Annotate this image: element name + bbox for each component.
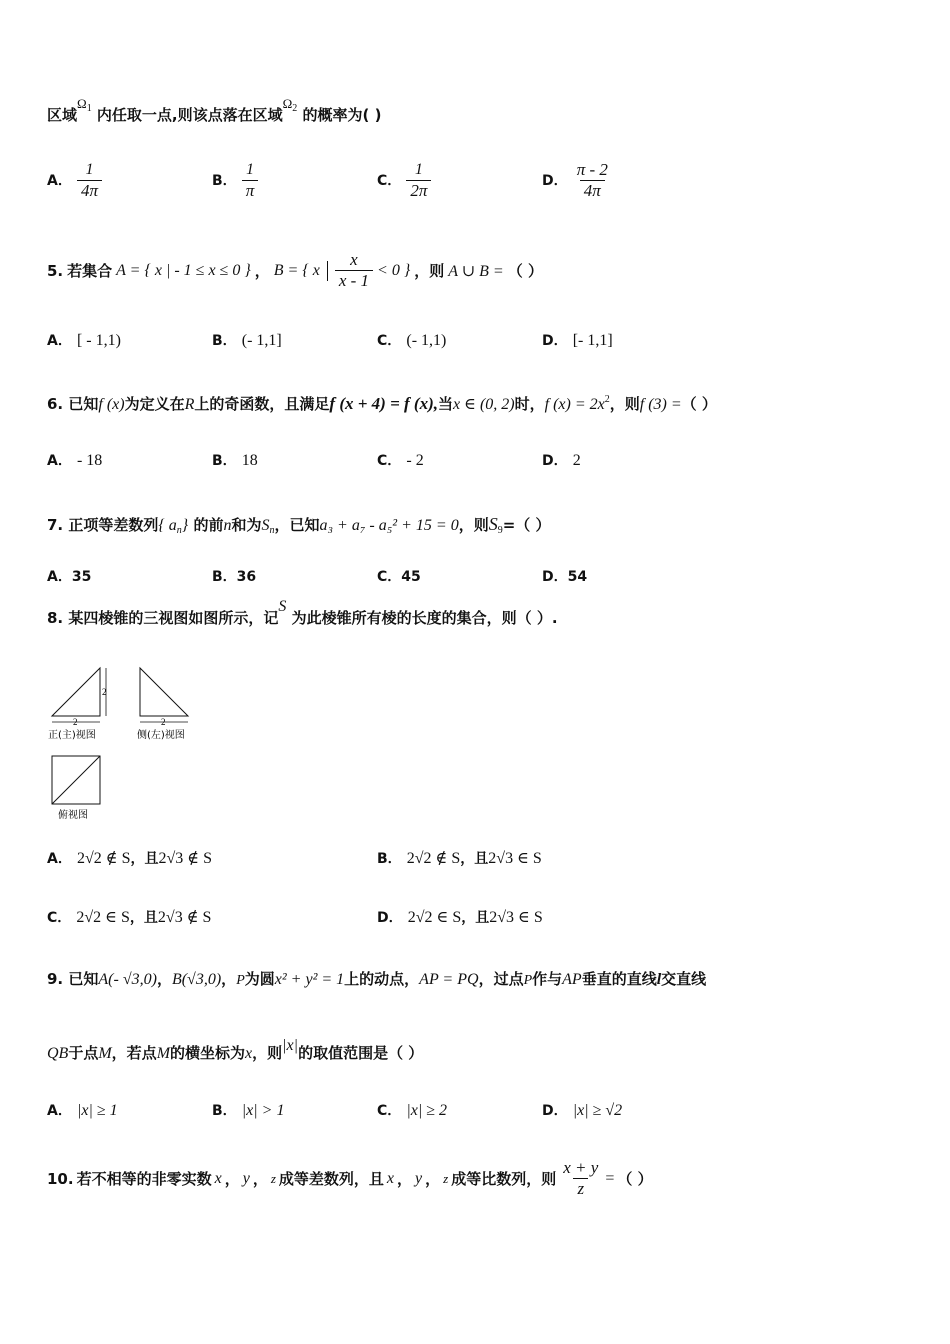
circle-eq: x² + y² = 1 <box>274 971 345 988</box>
option-value: 54 <box>567 569 588 585</box>
q5-option-c[interactable] <box>377 330 446 350</box>
q9-option-a[interactable] <box>47 1100 118 1120</box>
q4-stem-a: 区域 <box>47 106 78 124</box>
option-and: ，且 <box>461 910 490 926</box>
q4-stem <box>47 96 382 126</box>
q7-stem-a: 正项等差数列 <box>68 516 159 534</box>
union-expr: A ∪ B = <box>448 262 504 280</box>
sequence-sub: n <box>176 525 182 536</box>
fraction <box>77 160 102 201</box>
denominator: x - 1 <box>335 270 373 291</box>
q5-comma: ， <box>254 262 270 280</box>
point-p: P <box>236 973 245 988</box>
option-value: |x| > 1 <box>241 1102 285 1119</box>
q9-stem-f: 垂直的直线 <box>581 970 657 988</box>
fraction <box>406 160 431 201</box>
q5-stem <box>47 250 543 291</box>
q6-option-c[interactable] <box>377 450 424 470</box>
point-m2: M <box>156 1045 171 1062</box>
option-part1: 2√2 ∈ S <box>407 909 462 926</box>
q4-option-b[interactable] <box>212 160 258 201</box>
omega2-sub: 2 <box>292 103 298 114</box>
dim-front-w: 2 <box>73 717 78 727</box>
point-m: M <box>98 1045 112 1062</box>
option-label: B． <box>212 333 237 349</box>
q5-stem-a: 若集合 <box>67 262 113 280</box>
option-label: A． <box>47 453 72 469</box>
function-expr: f (x) = 2x <box>544 396 605 413</box>
q5-stem-b: ，则 <box>414 262 445 280</box>
option-value: 2 <box>572 452 581 469</box>
sequence-close: } <box>181 517 189 534</box>
denominator: π <box>242 180 259 201</box>
option-label: B． <box>377 851 402 867</box>
s9: S <box>488 514 498 534</box>
omega1-sub: 1 <box>86 103 92 114</box>
line-qb: QB <box>47 1045 69 1062</box>
option-value: 45 <box>401 569 421 585</box>
q5-option-d[interactable] <box>542 330 613 350</box>
option-part2: 2√3 ∈ S <box>488 850 542 867</box>
option-value: (- 1,1] <box>241 332 282 349</box>
line-l: l <box>656 971 662 988</box>
q9-stem-d: ，过点 <box>478 970 524 988</box>
option-label: C． <box>377 1103 402 1119</box>
q7-option-a[interactable] <box>47 566 91 586</box>
q9-stem-j: 的横坐标为 <box>170 1044 246 1062</box>
option-and: ，且 <box>460 851 489 867</box>
q6-option-b[interactable] <box>212 450 258 470</box>
option-label: C． <box>377 333 402 349</box>
q4-option-a[interactable] <box>47 160 102 201</box>
periodic-condition: f (x + 4) = f (x), <box>329 394 438 413</box>
option-label: D． <box>542 1103 568 1119</box>
comma: ， <box>425 1170 441 1188</box>
omega2: Ω <box>282 96 293 111</box>
option-label: D． <box>542 333 568 349</box>
option-label: D． <box>377 910 403 926</box>
var-y: y <box>415 1169 423 1187</box>
var-z: z <box>270 1170 276 1186</box>
q8-option-d[interactable] <box>377 907 543 927</box>
q6-stem-e: 时， <box>514 395 545 413</box>
q9-stem-c: 上的动点， <box>344 970 420 988</box>
option-value: 35 <box>71 569 92 585</box>
comma: ， <box>397 1170 413 1188</box>
dim-front-h: 2 <box>102 687 107 697</box>
real-set: R <box>184 396 195 413</box>
denominator: 2π <box>406 180 431 201</box>
q9-comma: ， <box>156 970 172 988</box>
option-label: A． <box>47 173 72 189</box>
set-s: S <box>278 598 287 615</box>
comma: ， <box>224 1170 240 1188</box>
point-p2: P <box>523 973 533 988</box>
q7-stem-c: 和为 <box>231 516 262 534</box>
option-value: |x| ≥ 1 <box>76 1102 118 1119</box>
top-view-diagonal <box>52 756 100 804</box>
top-view-label: 俯视图 <box>58 810 88 821</box>
front-view-triangle <box>52 668 100 716</box>
option-label: B． <box>212 173 237 189</box>
answer-paren: （ ） <box>617 1170 653 1188</box>
q7-option-d[interactable] <box>542 566 587 586</box>
omega1: Ω <box>77 96 87 111</box>
q10-stem <box>47 1158 653 1199</box>
equation: a₃ + a₇ - a₅² + 15 = 0 <box>319 517 459 534</box>
q8-option-c[interactable] <box>47 907 211 927</box>
q9-comma2: ， <box>221 970 237 988</box>
sequence-open: { a <box>158 517 177 534</box>
option-value: [- 1,1] <box>572 332 613 349</box>
denominator: 4π <box>77 180 102 201</box>
option-label: D． <box>542 569 568 585</box>
q9-stem-line2 <box>47 1037 424 1063</box>
option-value: [ - 1,1) <box>76 332 121 349</box>
option-part2: 2√3 ∉ S <box>157 909 212 926</box>
q8-number: 8. <box>47 609 64 627</box>
q9-option-c[interactable] <box>377 1100 447 1120</box>
q9-stem-l: 的取值范围是（ ） <box>298 1044 424 1062</box>
denominator: 4π <box>580 180 605 201</box>
option-label: C． <box>47 910 72 926</box>
fx: f (x) <box>98 396 125 413</box>
q6-stem-a: 已知 <box>68 395 99 413</box>
q8-option-a[interactable] <box>47 848 212 868</box>
option-value: - 2 <box>406 452 424 469</box>
equals: = <box>605 1169 615 1187</box>
numerator: 1 <box>85 161 94 178</box>
q10-stem-b: 成等差数列，且 <box>278 1170 384 1188</box>
ratio-fraction <box>559 1158 602 1199</box>
omega2-symbol <box>282 96 298 114</box>
var-x: x <box>214 1169 222 1187</box>
comma: ， <box>252 1170 268 1188</box>
sum-s: S <box>261 517 270 534</box>
q5-option-a[interactable] <box>47 330 121 350</box>
interval: x ∈ (0, 2) <box>453 396 515 413</box>
fraction <box>242 160 259 201</box>
numerator: x + y <box>563 1158 599 1177</box>
answer-paren: （ ） <box>507 262 543 280</box>
option-part2: 2√3 ∈ S <box>489 909 543 926</box>
q10-number: 10. <box>47 1169 74 1188</box>
q5-number: 5. <box>47 261 64 280</box>
set-a: A = { x | - 1 ≤ x ≤ 0 } <box>116 261 251 279</box>
option-value: - 18 <box>76 452 103 469</box>
q4-stem-c: 的概率为( ) <box>302 106 382 124</box>
q6-option-a[interactable] <box>47 450 102 470</box>
q7-stem-e: ，则 <box>458 516 489 534</box>
q4-option-d[interactable] <box>542 160 612 201</box>
fraction <box>573 160 612 201</box>
option-value: |x| ≥ √2 <box>572 1102 623 1119</box>
answer-paren: （ ） <box>681 395 717 413</box>
option-value: (- 1,1) <box>406 332 447 349</box>
option-label: B． <box>212 1103 237 1119</box>
q6-stem-c: 上的奇函数，且满足 <box>194 395 330 413</box>
q7-stem-f: =（ ） <box>502 516 551 534</box>
q9-stem-g: 交直线 <box>661 970 707 988</box>
side-view-label: 侧(左)视图 <box>137 730 185 741</box>
option-value: |x| ≥ 2 <box>406 1102 448 1119</box>
option-label: A． <box>47 569 72 585</box>
q10-stem-a: 若不相等的非零实数 <box>76 1170 212 1188</box>
option-label: A． <box>47 333 72 349</box>
q6-stem-d: 当 <box>438 395 454 413</box>
segment-ap: AP <box>562 971 582 988</box>
q8-stem-a: 某四棱锥的三视图如图所示，记 <box>68 609 279 627</box>
option-label: D． <box>542 173 568 189</box>
q6-stem-f: ，则 <box>609 395 640 413</box>
q10-stem-c: 成等比数列，则 <box>451 1170 557 1188</box>
f3-expr: f (3) = <box>639 396 682 413</box>
q9-stem-line1 <box>47 968 706 989</box>
q6-option-d[interactable] <box>542 450 581 470</box>
q9-stem-h: 于点 <box>68 1044 99 1062</box>
option-label: B． <box>212 453 237 469</box>
q9-option-b[interactable] <box>212 1100 284 1120</box>
abs-x: |x| <box>282 1037 299 1054</box>
var-z: z <box>443 1170 449 1186</box>
numerator: 1 <box>246 161 255 178</box>
q7-stem <box>47 514 551 536</box>
set-b-right: < 0 } <box>377 261 411 279</box>
three-view-figure <box>40 660 210 825</box>
front-view-label: 正(主)视图 <box>48 730 96 741</box>
option-value: 18 <box>241 452 258 469</box>
var-n: n <box>223 517 232 534</box>
option-value: 36 <box>236 569 257 585</box>
omega1-symbol <box>77 96 92 114</box>
option-label: A． <box>47 851 72 867</box>
q7-stem-b: 的前 <box>193 516 224 534</box>
set-b-fraction <box>335 250 373 291</box>
var-y: y <box>242 1169 250 1187</box>
option-part1: 2√2 ∈ S <box>76 909 130 926</box>
q9-stem-k: ，则 <box>252 1044 283 1062</box>
q8-option-b[interactable] <box>377 848 542 868</box>
option-label: A． <box>47 1103 72 1119</box>
option-label: C． <box>377 453 402 469</box>
q8-stem <box>47 598 558 628</box>
numerator: π - 2 <box>576 160 608 179</box>
q4-stem-b: 内任取一点,则该点落在区域 <box>96 106 283 124</box>
option-part1: 2√2 ∉ S <box>76 850 131 867</box>
option-label: C． <box>377 569 402 585</box>
option-label: D． <box>542 453 568 469</box>
set-b-left: B = { x <box>273 261 320 279</box>
option-label: B． <box>212 569 237 585</box>
q7-number: 7. <box>47 516 64 534</box>
option-part2: 2√3 ∉ S <box>158 850 212 867</box>
q9-stem-b: 为圆 <box>244 970 275 988</box>
option-and: ，且 <box>130 851 159 867</box>
q9-option-d[interactable] <box>542 1100 622 1120</box>
q7-option-c[interactable] <box>377 566 421 586</box>
option-part1: 2√2 ∉ S <box>406 850 461 867</box>
var-x: x <box>386 1169 395 1187</box>
q6-stem <box>47 393 717 414</box>
dim-side-w: 2 <box>161 717 166 727</box>
denominator: z <box>573 1178 588 1199</box>
q6-number: 6. <box>47 395 64 413</box>
numerator: x <box>350 250 358 269</box>
q8-stem-b: 为此棱锥所有棱的长度的集合，则（ ）. <box>291 609 558 627</box>
point-b: B(√3,0) <box>171 971 222 988</box>
sum-s-sub: n <box>269 525 275 536</box>
q6-stem-b: 为定义在 <box>124 395 185 413</box>
q9-number: 9. <box>47 970 64 988</box>
point-a: A(- √3,0) <box>98 971 157 988</box>
q9-stem-e: 作与 <box>532 970 563 988</box>
numerator: 1 <box>414 161 423 178</box>
ap-eq-pq: AP = PQ <box>419 971 479 988</box>
q5-option-b[interactable] <box>212 330 282 350</box>
q9-stem-a: 已知 <box>68 970 99 988</box>
q7-option-b[interactable] <box>212 566 256 586</box>
exponent: 2 <box>604 394 610 405</box>
q9-stem-i: ，若点 <box>111 1044 157 1062</box>
set-divider <box>327 261 328 281</box>
option-label: C． <box>377 173 402 189</box>
q4-option-c[interactable] <box>377 160 431 201</box>
s9-sub: 9 <box>497 525 503 536</box>
q7-stem-d: ，已知 <box>274 516 320 534</box>
option-and: ，且 <box>129 910 158 926</box>
side-view-triangle <box>140 668 188 716</box>
var-x: x <box>245 1045 253 1062</box>
